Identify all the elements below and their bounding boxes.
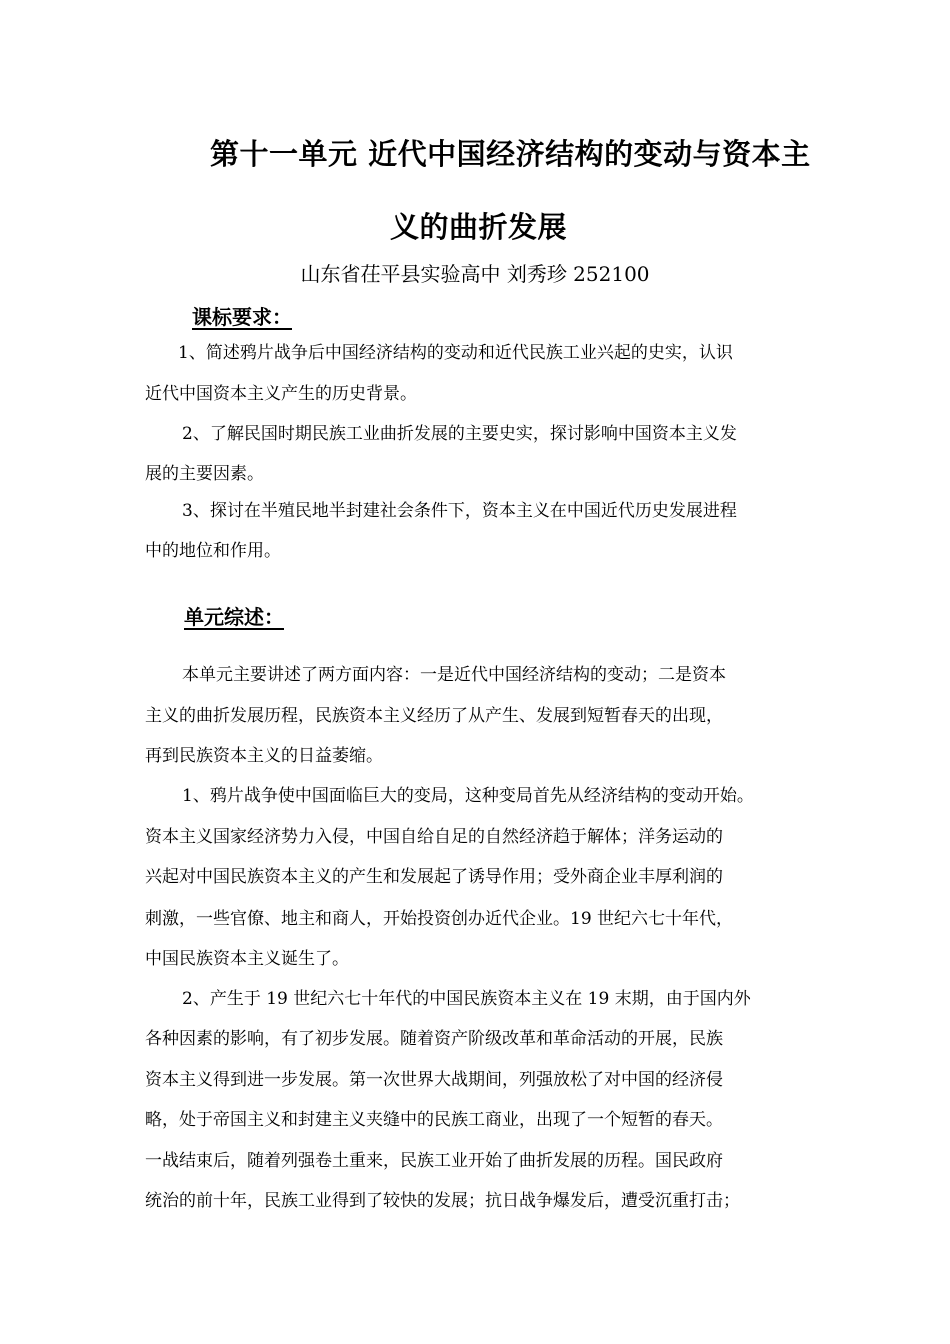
paragraph-line: 2、了解民国时期民族工业曲折发展的主要史实，探讨影响中国资本主义发 [182, 424, 737, 444]
paragraph-line: 1、简述鸦片战争后中国经济结构的变动和近代民族工业兴起的史实，认识 [178, 343, 733, 363]
paragraph-line: 再到民族资本主义的日益萎缩。 [145, 746, 383, 766]
document-title-line-1: 第十一单元 近代中国经济结构的变动与资本主 [210, 137, 811, 171]
paragraph-line: 资本主义得到进一步发展。第一次世界大战期间，列强放松了对中国的经济侵 [145, 1070, 723, 1090]
paragraph-line: 近代中国资本主义产生的历史背景。 [145, 384, 417, 404]
paragraph-line: 2、产生于 19 世纪六七十年代的中国民族资本主义在 19 末期，由于国内外 [182, 989, 751, 1009]
paragraph-line: 中国民族资本主义诞生了。 [145, 949, 349, 969]
paragraph-line: 统治的前十年，民族工业得到了较快的发展；抗日战争爆发后，遭受沉重打击； [145, 1191, 740, 1211]
paragraph-line: 资本主义国家经济势力入侵，中国自给自足的自然经济趋于解体；洋务运动的 [145, 827, 723, 847]
paragraph-line: 主义的曲折发展历程，民族资本主义经历了从产生、发展到短暂春天的出现， [145, 706, 723, 726]
section-heading-curriculum: 课标要求： [192, 305, 292, 329]
paragraph-line: 本单元主要讲述了两方面内容：一是近代中国经济结构的变动；二是资本 [182, 665, 726, 685]
paragraph-line: 各种因素的影响，有了初步发展。随着资产阶级改革和革命活动的开展，民族 [145, 1029, 723, 1049]
paragraph-line: 刺激，一些官僚、地主和商人，开始投资创办近代企业。19 世纪六七十年代， [145, 909, 734, 929]
paragraph-line: 略，处于帝国主义和封建主义夹缝中的民族工商业，出现了一个短暂的春天。 [145, 1110, 723, 1130]
section-heading-overview: 单元综述： [184, 605, 284, 629]
paragraph-line: 兴起对中国民族资本主义的产生和发展起了诱导作用；受外商企业丰厚利润的 [145, 867, 723, 887]
paragraph-line: 一战结束后，随着列强卷土重来，民族工业开始了曲折发展的历程。国民政府 [145, 1151, 723, 1171]
paragraph-line: 中的地位和作用。 [145, 541, 281, 561]
document-title-line-2: 义的曲折发展 [390, 210, 568, 244]
paragraph-line: 3、探讨在半殖民地半封建社会条件下，资本主义在中国近代历史发展进程 [182, 501, 737, 521]
paragraph-line: 1、鸦片战争使中国面临巨大的变局，这种变局首先从经济结构的变动开始。 [182, 786, 754, 806]
paragraph-line: 展的主要因素。 [145, 464, 264, 484]
author-line: 山东省茌平县实验高中 刘秀珍 252100 [300, 262, 650, 286]
